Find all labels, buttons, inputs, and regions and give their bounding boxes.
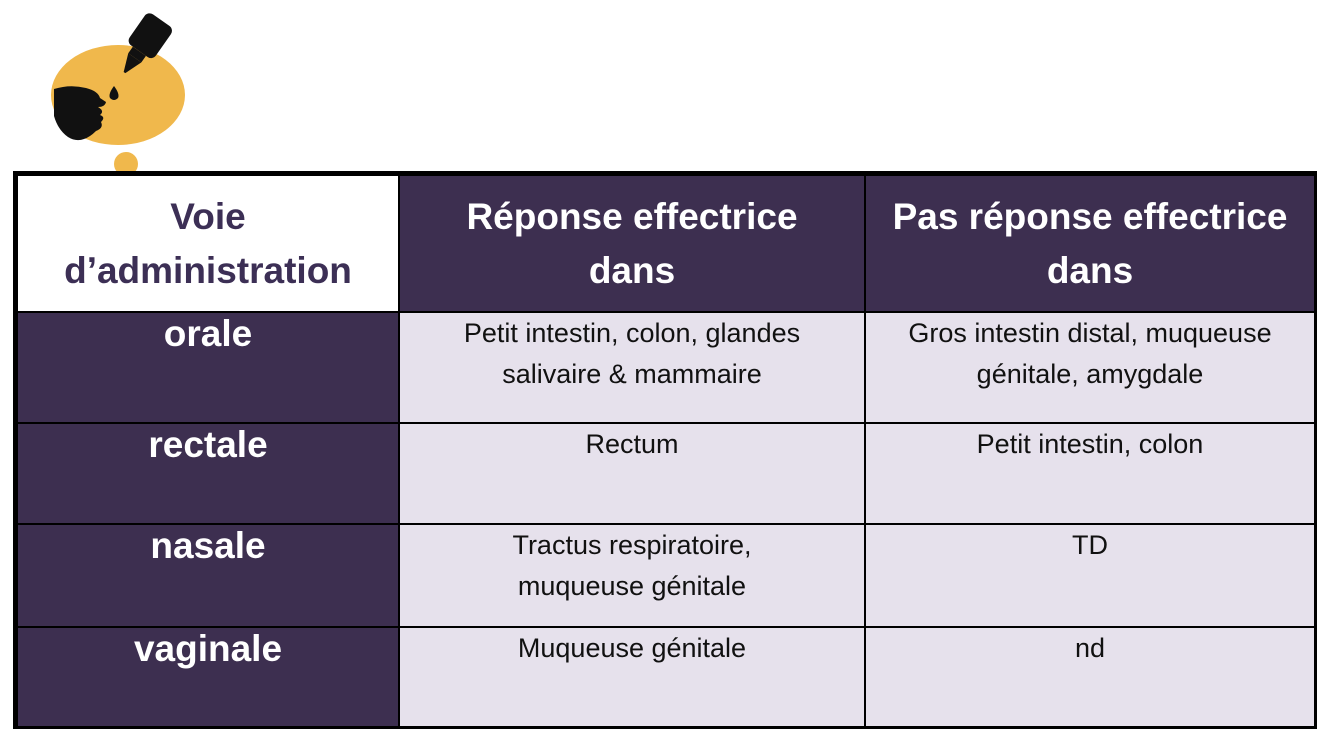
table-row [17,627,1315,727]
not-effective-cell [865,312,1315,423]
effective-line: salivaire & mammaire [502,359,762,389]
not-effective-cell [865,627,1315,727]
route-cell: nasale [17,524,399,627]
header-row [17,175,1315,312]
route-cell: vaginale [17,627,399,727]
header-not-effective-line-1: Pas réponse effectrice [892,195,1288,237]
header-effective-line-1: Réponse effectrice [466,195,798,237]
effective-cell [399,312,865,423]
route-cell: rectale [17,423,399,524]
table-row [17,423,1315,524]
header-not-effective-line-2: dans [1046,249,1134,291]
effective-line: Rectum [585,429,679,459]
effective-cell [399,524,865,627]
effective-line: Muqueuse génitale [517,633,747,663]
not-effective-line: Petit intestin, colon [976,429,1204,459]
header-effective [399,175,865,312]
table-row [17,524,1315,627]
header-not-effective [865,175,1315,312]
effective-line: Petit intestin, colon, glandes [463,318,801,348]
table-row [17,312,1315,423]
not-effective-line: génitale, amygdale [976,359,1204,389]
routes-table [16,174,1316,728]
administration-routes-table [13,171,1317,729]
effective-line: muqueuse génitale [517,571,747,601]
route-cell: orale [17,312,399,423]
not-effective-cell [865,524,1315,627]
not-effective-line: nd [1074,633,1106,663]
header-route [17,175,399,312]
header-route-line-1: Voie [170,195,246,237]
not-effective-cell [865,423,1315,524]
effective-line: Tractus respiratoire, [512,530,752,560]
not-effective-line: Gros intestin distal, muqueuse [908,318,1272,348]
header-route-line-2: d’administration [64,249,352,291]
effective-cell [399,423,865,524]
effective-cell [399,627,865,727]
not-effective-line: TD [1072,530,1108,560]
header-effective-line-2: dans [588,249,676,291]
